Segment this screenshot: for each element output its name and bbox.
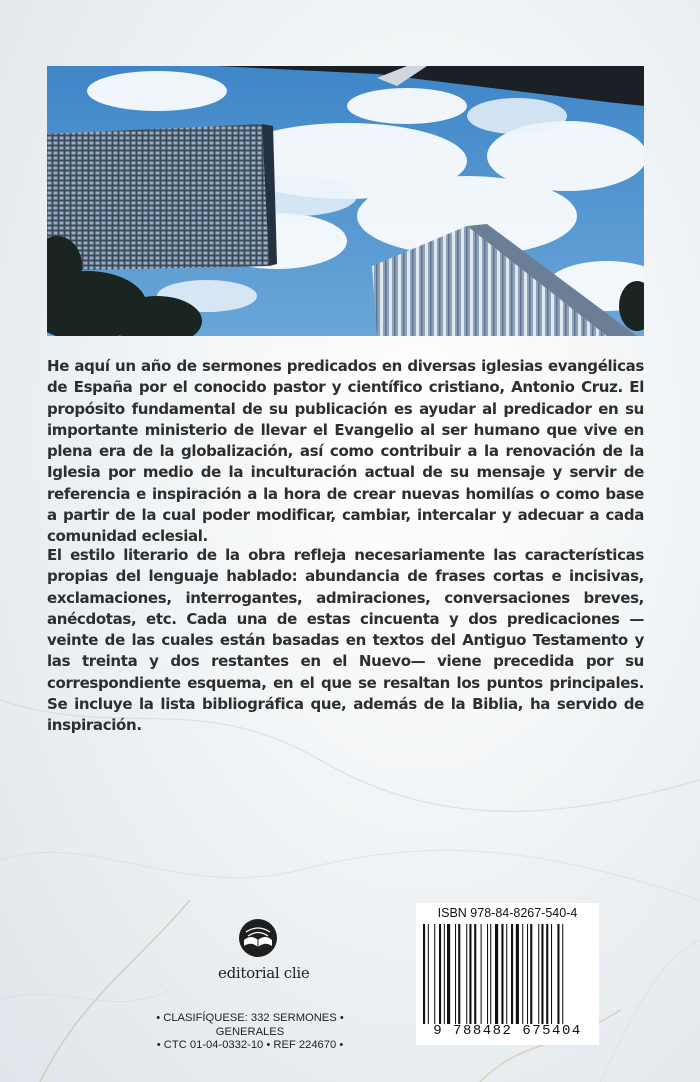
barcode-bar <box>495 924 498 1024</box>
barcode-bar <box>522 924 523 1024</box>
isbn-label: ISBN 978-84-8267-540-4 <box>437 906 578 920</box>
barcode-bar <box>428 924 429 1024</box>
barcode-bar <box>490 924 491 1024</box>
barcode-bar <box>527 924 528 1024</box>
classification-line-1: • CLASIFÍQUESE: 332 SERMONES • <box>156 1012 344 1024</box>
barcode-bar <box>466 924 467 1024</box>
cover-photo <box>47 66 644 336</box>
barcode-bar <box>506 924 507 1024</box>
barcode-bar <box>530 924 532 1024</box>
barcode-bar <box>434 924 435 1024</box>
barcode-bars <box>423 924 592 1024</box>
barcode-bar <box>487 924 488 1024</box>
open-book-globe-icon <box>238 918 278 958</box>
publisher-name: editorial clie <box>218 964 310 982</box>
blurb-paragraph-1: He aquí un año de sermones predicados en diversas iglesias evangélicas de España por el conocido pastor y científico cristiano, Antonio Cruz. El propósito fundamental de su publicación es ayudar al predicador en su importante ministerio de llevar el Evangelio al ser humano que vive en plena era de la globalización, así como contribuir a la renovación de la Iglesia por medio de la inculturación actual de su mensaje y servir de referencia e inspiración a la hora de crear nuevas homilías o como base a partir de la cual poder modificar, cambiar, intercalar y adecuar a cada comunidad eclesial. <box>47 357 644 546</box>
barcode-bar <box>447 924 450 1024</box>
skyscraper-photo <box>47 66 644 336</box>
isbn-barcode <box>416 903 599 1045</box>
barcode-bar <box>562 924 563 1024</box>
barcode-bar <box>458 924 460 1024</box>
barcode-bar <box>546 924 548 1024</box>
barcode-bar <box>474 924 476 1024</box>
barcode-bar <box>516 924 519 1024</box>
barcode-bar <box>444 924 445 1024</box>
publisher-logo <box>218 918 310 982</box>
barcode-bar <box>557 924 559 1024</box>
classification-line-2: GENERALES <box>215 1025 285 1038</box>
barcode-bar <box>541 924 543 1024</box>
barcode-bar <box>455 924 456 1024</box>
classification-line-3: • CTC 01-04-0332-10 • REF 224670 • <box>156 1039 344 1051</box>
barcode-bar <box>469 924 471 1024</box>
barcode-bar <box>551 924 552 1024</box>
barcode-bar <box>481 924 482 1024</box>
barcode-bar <box>501 924 503 1024</box>
blurb-paragraph-2: El estilo literario de la obra refleja necesariamente las características propias del lenguaje hablado: abundancia de frases cortas e incisivas, exclamaciones, interrogantes, admiraciones, conversaciones breves, anécdotas, etc. Cada una de estas cincuenta y dos predicaciones —veinte de las cuales están basadas en textos del Antiguo Testamento y las treinta y dos restantes en el Nuevo— viene precedida por su correspondiente esquema, en el que se resaltan los puntos principales. Se incluye la lista bibliográfica que, además de la Biblia, ha servido de inspiración. <box>47 546 644 735</box>
barcode-bar <box>511 924 513 1024</box>
barcode-bar <box>538 924 539 1024</box>
classification-block <box>130 1012 370 1053</box>
barcode-bar <box>439 924 441 1024</box>
isbn-digits: 9 788482 675404 <box>433 1023 582 1039</box>
barcode-bar <box>423 924 425 1024</box>
